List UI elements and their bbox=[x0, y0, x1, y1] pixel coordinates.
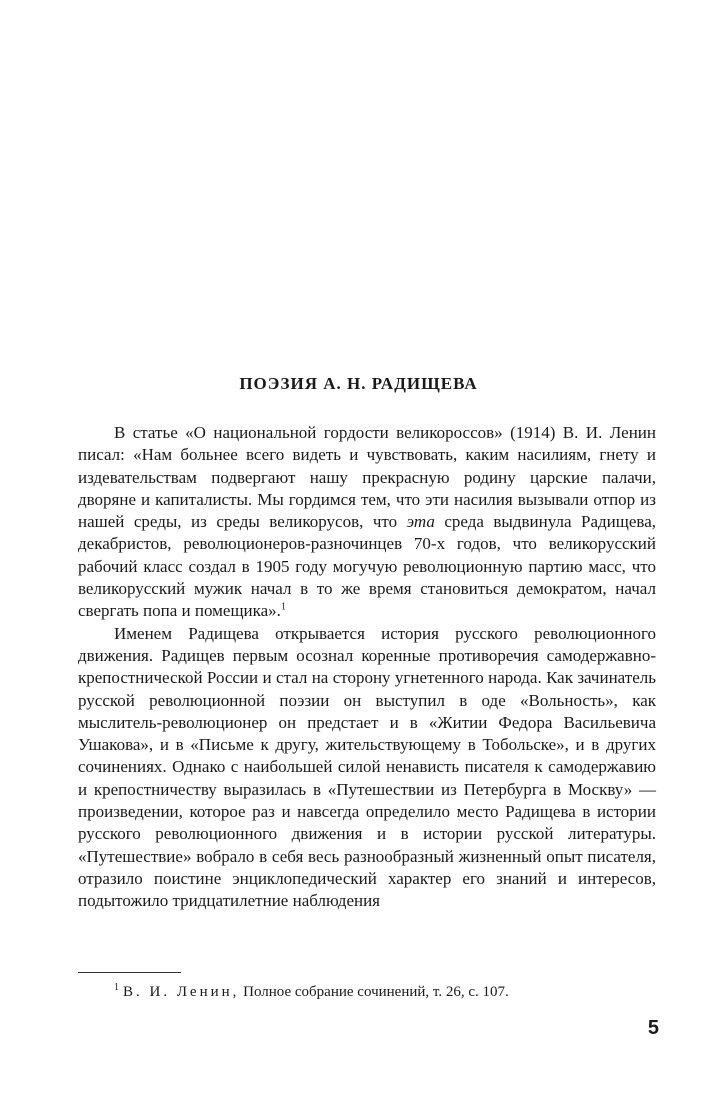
footnote-author: В. И. Ленин, bbox=[123, 984, 240, 1000]
paragraph-2: Именем Радищева открывается история русского революционного движения. Радищев первым осознал коренные противоречия самодержавно-крепостнической России и стал на сторону угнетенного народа. Как зачинатель русской революционной поэзии он выступил в оде «Вольность», как мыслитель-революционер он предстает и в «Житии Федора Васильевича Ушакова», и в «Письме к другу, жительствующему в Тобольске», и в других сочинениях. Однако с наибольшей силой ненависть писателя к самодержавию и крепостничеству выразилась в «Путешествии из Петербурга в Москву» — произведении, которое раз и навсегда определило место Радищева в истории русского революционного движения и в истории русской литературы. «Путешествие» вобрало в себя весь разнообразный жизненный опыт писателя, отразило поистине энциклопедический характер его знаний и интересов, подытожило тридцатилетние наблюдения bbox=[78, 623, 656, 911]
page-number: 5 bbox=[647, 1017, 659, 1039]
main-text bbox=[78, 422, 656, 913]
footnote bbox=[114, 984, 509, 1001]
footnote-text: Полное собрание сочинений, т. 26, с. 107. bbox=[243, 984, 509, 1000]
footnote-divider bbox=[78, 972, 181, 973]
paragraph-1 bbox=[78, 422, 656, 623]
chapter-title: ПОЭЗИЯ А. Н. РАДИЩЕВА bbox=[239, 374, 478, 393]
emphasis-word: эта bbox=[406, 512, 435, 532]
paragraph-1-text-b: среда выдвинула Радищева, декабристов, революционеров-разночинцев 70-х годов, что великорусский рабочий класс создал в 1905 году могучую революционную партию масс, что великорусский мужик начал в то же время становиться демократом, начал свергать попа и помещика». bbox=[78, 512, 656, 621]
paragraph-1-text-a: В статье «О национальной гордости великороссов» (1914) В. И. Ленин писал: «Нам больнее всего видеть и чувствовать, каким насилиям, гнету и издевательствам подвергают нашу прекрасную родину царские палачи, дворяне и капиталисты. Мы гордимся тем, что эти насилия вызывали отпор из нашей среды, из среды великорусов, что bbox=[78, 423, 656, 532]
footnote-mark: 1 bbox=[114, 982, 119, 993]
footnote-reference: 1 bbox=[280, 601, 286, 613]
